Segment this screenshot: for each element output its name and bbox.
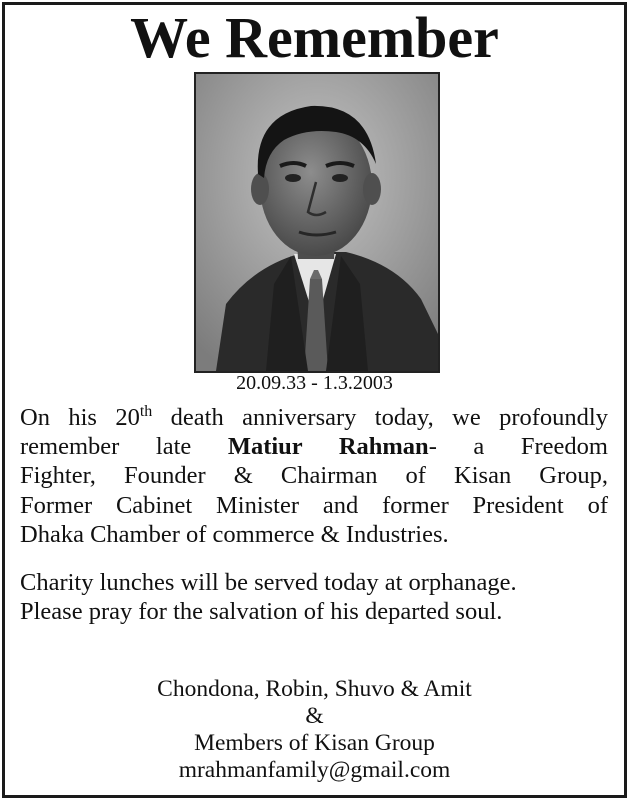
group-name: Members of Kisan Group [194,730,435,756]
signature-block [0,676,629,784]
portrait-photo [194,72,440,373]
text-segment: On his 20 [20,404,140,431]
paragraph-line: Fighter, Founder & Chairman of Kisan Group, [20,462,608,490]
paragraph-line: Charity lunches will be served today at orphanage. [20,569,517,596]
honoree-name: Matiur Rahman [227,433,429,461]
signature-ampersand: & [305,703,324,729]
life-dates: 20.09.33 - 1.3.2003 [236,372,393,394]
family-names: Chondona, Robin, Shuvo & Amit [157,676,472,702]
charity-paragraph [20,568,608,626]
paragraph-line [20,403,608,432]
text-segment: remember late [20,433,228,461]
notice-title: We Remember [130,5,499,70]
contact-email: mrahmanfamily@gmail.com [178,757,451,783]
text-segment: death anniversary today, we profoundly [152,404,608,431]
paragraph-line: Please pray for the salvation of his departed soul. [20,598,503,626]
paragraph-line: Former Cabinet Minister and former President of [20,491,608,519]
paragraph-line [20,432,608,461]
ordinal-suffix: th [139,403,153,420]
text-segment: - a Freedom [428,433,608,461]
memorial-paragraph [20,403,608,549]
paragraph-line: Dhaka Chamber of commerce & Industries. [20,520,449,548]
